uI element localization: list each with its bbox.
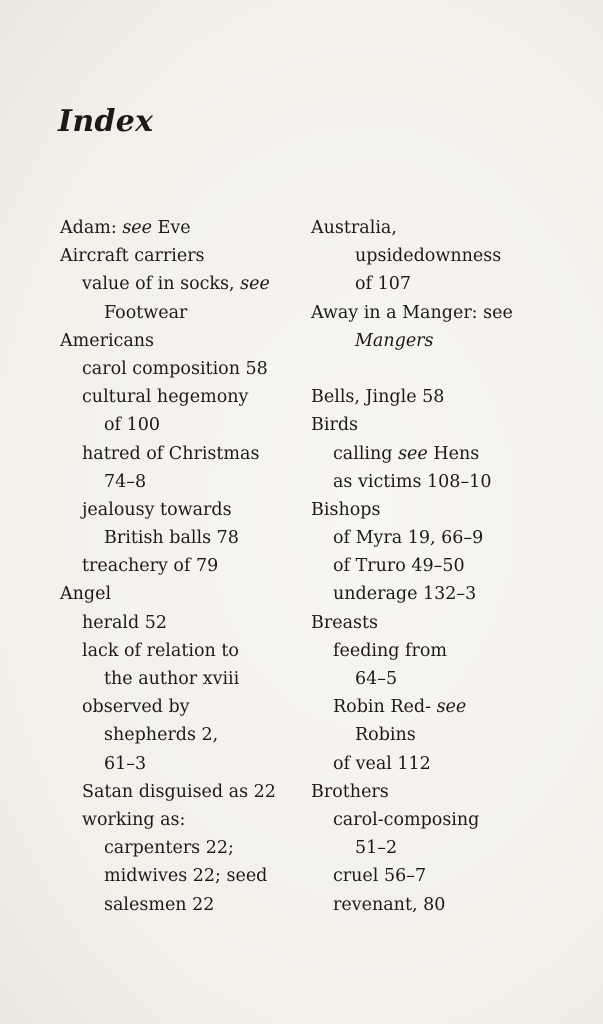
- index-heading: [311, 609, 541, 637]
- index-text: Angel: [60, 584, 112, 605]
- index-text: revenant, 80: [333, 894, 446, 915]
- index-text: of 100: [104, 415, 160, 436]
- index-heading: [311, 778, 541, 806]
- index-text: Satan disguised as 22: [82, 781, 276, 802]
- index-text: of veal 112: [333, 753, 431, 774]
- index-text: calling: [333, 443, 399, 464]
- index-text: Away in a Manger: see: [311, 302, 513, 323]
- index-subentry: [311, 834, 541, 862]
- index-italic-text: Mangers: [355, 330, 434, 351]
- index-column-right: [311, 214, 541, 919]
- index-subentry: [311, 468, 541, 496]
- index-subentry: [311, 750, 541, 778]
- index-heading: [311, 299, 541, 327]
- index-subentry: [60, 609, 305, 637]
- index-subentry: [311, 552, 541, 580]
- index-heading: [311, 214, 541, 242]
- index-text: carpenters 22;: [104, 838, 234, 859]
- index-heading: [311, 383, 541, 411]
- index-text: hatred of Christmas: [82, 443, 260, 464]
- index-subentry: [60, 552, 305, 580]
- index-text: 74–8: [104, 471, 147, 492]
- index-text: of Myra 19, 66–9: [333, 528, 484, 549]
- index-subentry: [311, 524, 541, 552]
- index-subentry: [311, 580, 541, 608]
- index-text: Eve: [152, 218, 191, 238]
- index-subentry: [60, 891, 305, 919]
- index-subentry: [311, 327, 541, 355]
- index-subentry: [311, 440, 541, 468]
- index-text: Hens: [427, 443, 480, 464]
- index-text: 64–5: [355, 669, 398, 689]
- index-subentry: [60, 524, 305, 552]
- index-text: carol composition 58: [82, 358, 268, 379]
- index-text: Aircraft carriers: [60, 246, 205, 267]
- index-text: British balls 78: [104, 528, 239, 549]
- index-italic-text: see: [240, 274, 270, 295]
- index-text: Australia,: [311, 218, 397, 238]
- index-heading: [60, 327, 305, 355]
- index-text: as victims 108–10: [333, 471, 492, 492]
- index-subentry: [311, 665, 541, 693]
- index-subentry: [311, 806, 541, 834]
- index-subentry: [60, 834, 305, 862]
- index-text: feeding from: [333, 640, 447, 661]
- index-italic-text: see: [436, 697, 467, 718]
- index-subentry: [60, 862, 305, 890]
- index-heading: [311, 496, 541, 524]
- index-text: carol-composing: [333, 809, 480, 830]
- index-text: observed by: [82, 697, 190, 718]
- index-text: Bells, Jingle 58: [311, 387, 445, 408]
- index-subentry: [60, 496, 305, 524]
- index-subentry: [60, 270, 305, 298]
- index-subentry: [60, 637, 305, 665]
- index-text: treachery of 79: [82, 556, 219, 577]
- index-heading: [60, 242, 305, 270]
- index-subentry: [311, 270, 541, 298]
- index-text: jealousy towards: [82, 499, 232, 520]
- index-text: Footwear: [104, 302, 188, 323]
- index-text: herald 52: [82, 612, 168, 633]
- index-text: cultural hegemony: [82, 387, 249, 408]
- index-text: of Truro 49–50: [333, 556, 465, 577]
- index-text: Americans: [60, 330, 155, 351]
- index-heading: [60, 214, 305, 242]
- index-heading: [60, 580, 305, 608]
- index-text: cruel 56–7: [333, 866, 427, 887]
- index-subentry: [60, 440, 305, 468]
- index-text: Bishops: [311, 499, 381, 520]
- index-text: Adam:: [60, 218, 123, 238]
- index-gap: [311, 355, 541, 383]
- index-text: upsidedownness: [355, 246, 502, 267]
- index-text: Robin Red-: [333, 697, 437, 718]
- index-text: of 107: [355, 274, 411, 295]
- index-text: 61–3: [104, 753, 147, 774]
- index-text: underage 132–3: [333, 584, 477, 605]
- index-subentry: [60, 665, 305, 693]
- index-text: working as:: [82, 809, 186, 830]
- index-heading: [311, 411, 541, 439]
- index-text: Robins: [355, 725, 416, 746]
- index-text: lack of relation to: [82, 640, 239, 661]
- index-subentry: [60, 721, 305, 749]
- index-subentry: [60, 411, 305, 439]
- index-subentry: [311, 693, 541, 721]
- index-text: midwives 22; seed: [104, 866, 268, 887]
- index-subentry: [311, 862, 541, 890]
- index-subentry: [60, 355, 305, 383]
- index-subentry: [60, 778, 305, 806]
- index-subentry: [60, 693, 305, 721]
- index-text: value of in socks,: [82, 274, 241, 295]
- index-subentry: [60, 750, 305, 778]
- index-text: Brothers: [311, 781, 389, 802]
- index-text: shepherds 2,: [104, 725, 219, 746]
- index-text: salesmen 22: [104, 894, 215, 915]
- index-subentry: [60, 383, 305, 411]
- index-text: Birds: [311, 415, 359, 436]
- index-italic-text: see: [122, 218, 153, 238]
- index-subentry: [311, 637, 541, 665]
- index-subentry: [60, 806, 305, 834]
- index-text: Breasts: [311, 612, 379, 633]
- index-subentry: [60, 299, 305, 327]
- index-italic-text: see: [398, 443, 428, 464]
- page-title: Index: [58, 104, 154, 139]
- index-subentry: [311, 891, 541, 919]
- index-text: the author xviii: [104, 669, 240, 689]
- index-column-left: [60, 214, 305, 919]
- index-subentry: [311, 721, 541, 749]
- index-subentry: [311, 242, 541, 270]
- index-text: 51–2: [355, 838, 398, 859]
- index-subentry: [60, 468, 305, 496]
